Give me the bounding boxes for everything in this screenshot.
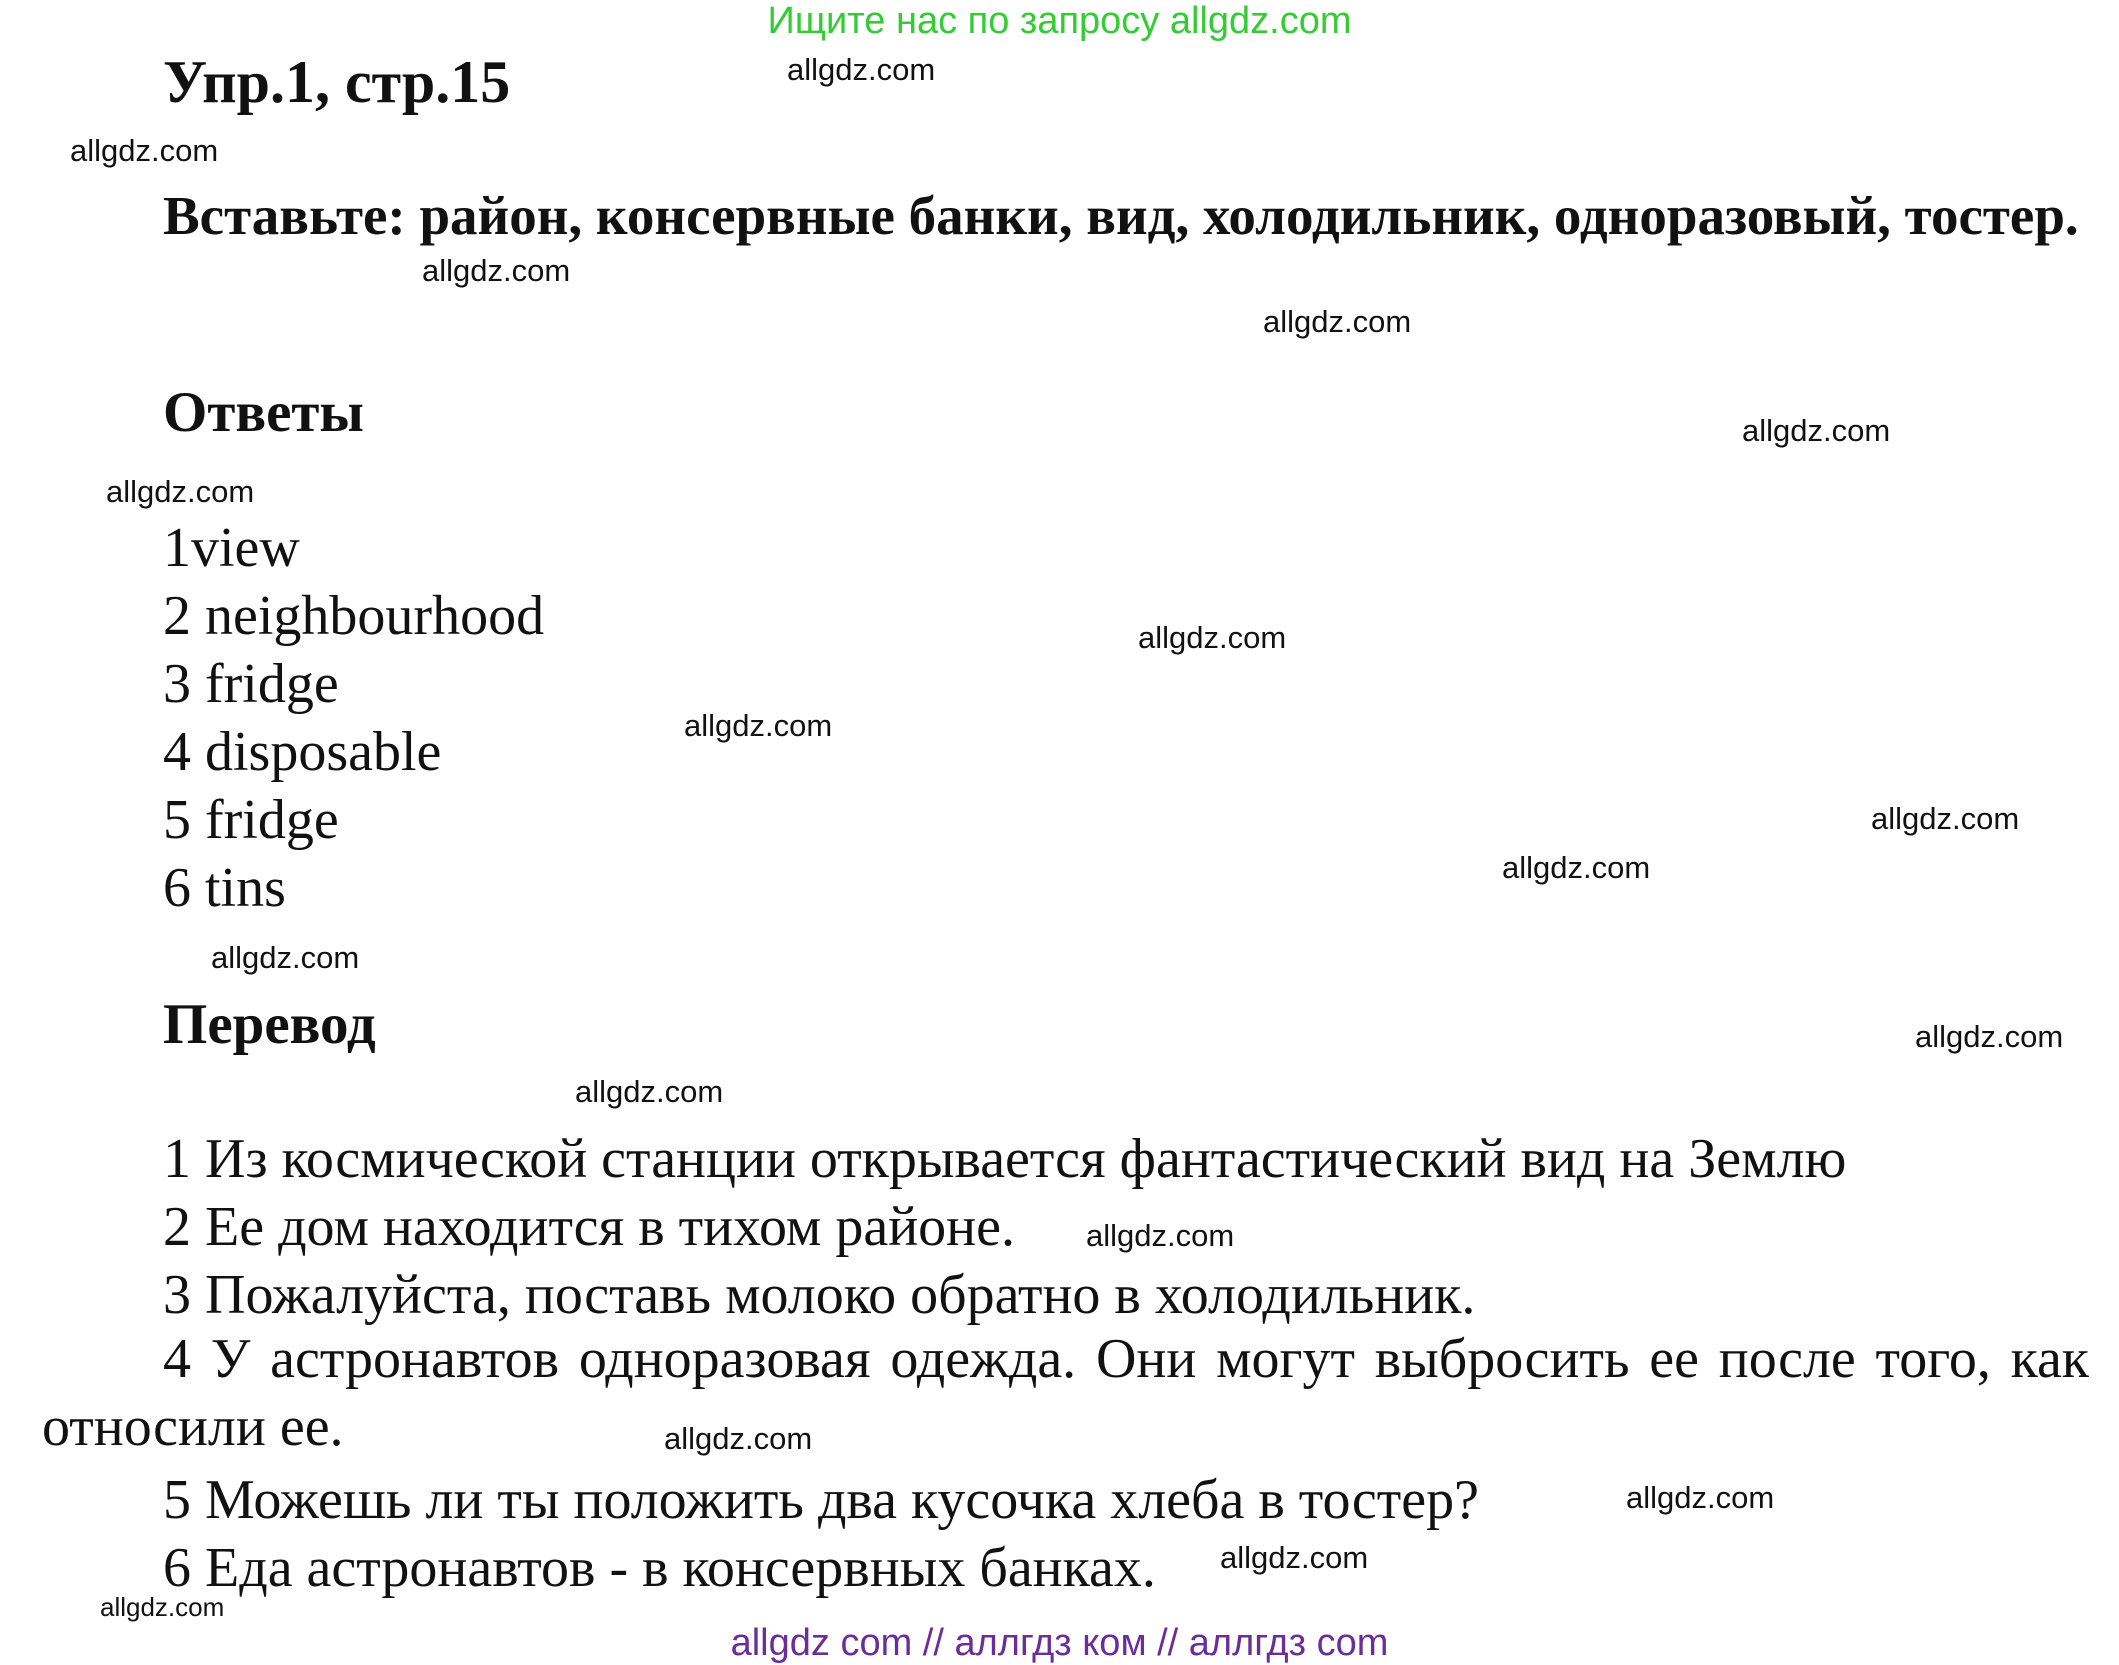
watermark: allgdz.com xyxy=(1263,304,1412,339)
translation-item: 6 Еда астронавтов - в консервных банках. xyxy=(163,1537,1156,1599)
translation-item: 1 Из космической станции открывается фантастический вид на Землю xyxy=(163,1128,1847,1190)
watermark: allgdz.com xyxy=(211,940,360,975)
watermark: allgdz.com xyxy=(787,52,936,87)
watermark: allgdz.com xyxy=(664,1421,813,1456)
translation-item: 5 Можешь ли ты положить два кусочка хлеба в тостер? xyxy=(163,1469,1479,1531)
watermark: allgdz.com xyxy=(100,1592,225,1622)
watermark: allgdz.com xyxy=(684,708,833,743)
watermark: allgdz.com xyxy=(1626,1480,1775,1515)
watermark: allgdz.com xyxy=(1742,413,1891,448)
answer-item: 6 tins xyxy=(163,857,286,919)
watermark: allgdz.com xyxy=(1086,1218,1235,1253)
page-title: Упр.1, стр.15 xyxy=(163,49,511,115)
answer-item: 4 disposable xyxy=(163,721,442,783)
instruction-text: Вставьте: район, консервные банки, вид, холодильник, одноразовый, тостер. xyxy=(163,185,2079,246)
answer-item: 2 neighbourhood xyxy=(163,585,545,647)
answer-item: 5 fridge xyxy=(163,789,339,851)
translation-heading: Перевод xyxy=(163,993,376,1056)
watermark: allgdz.com xyxy=(106,474,255,509)
answer-item: 1view xyxy=(163,517,300,579)
top-banner: Ищите нас по запросу allgdz.com xyxy=(767,0,1352,42)
watermark: allgdz.com xyxy=(1220,1540,1369,1575)
watermark: allgdz.com xyxy=(1502,850,1651,885)
footer-banner: allgdz com // аллгдз ком // аллгдз com xyxy=(730,1622,1389,1664)
translation-item: 4 У астронавтов одноразовая одежда. Они могут выбросить ее после того, как относили ее. xyxy=(42,1328,2089,1458)
watermark: allgdz.com xyxy=(575,1074,724,1109)
watermark: allgdz.com xyxy=(70,133,219,168)
translation-item: 2 Ее дом находится в тихом районе. xyxy=(163,1196,1016,1258)
watermark: allgdz.com xyxy=(1138,620,1287,655)
watermark: allgdz.com xyxy=(422,253,571,288)
watermark: allgdz.com xyxy=(1871,801,2020,836)
answers-heading: Ответы xyxy=(163,381,364,444)
translation-item: 3 Пожалуйста, поставь молоко обратно в холодильник. xyxy=(163,1264,1476,1326)
answer-item: 3 fridge xyxy=(163,653,339,715)
watermark: allgdz.com xyxy=(1915,1019,2064,1054)
